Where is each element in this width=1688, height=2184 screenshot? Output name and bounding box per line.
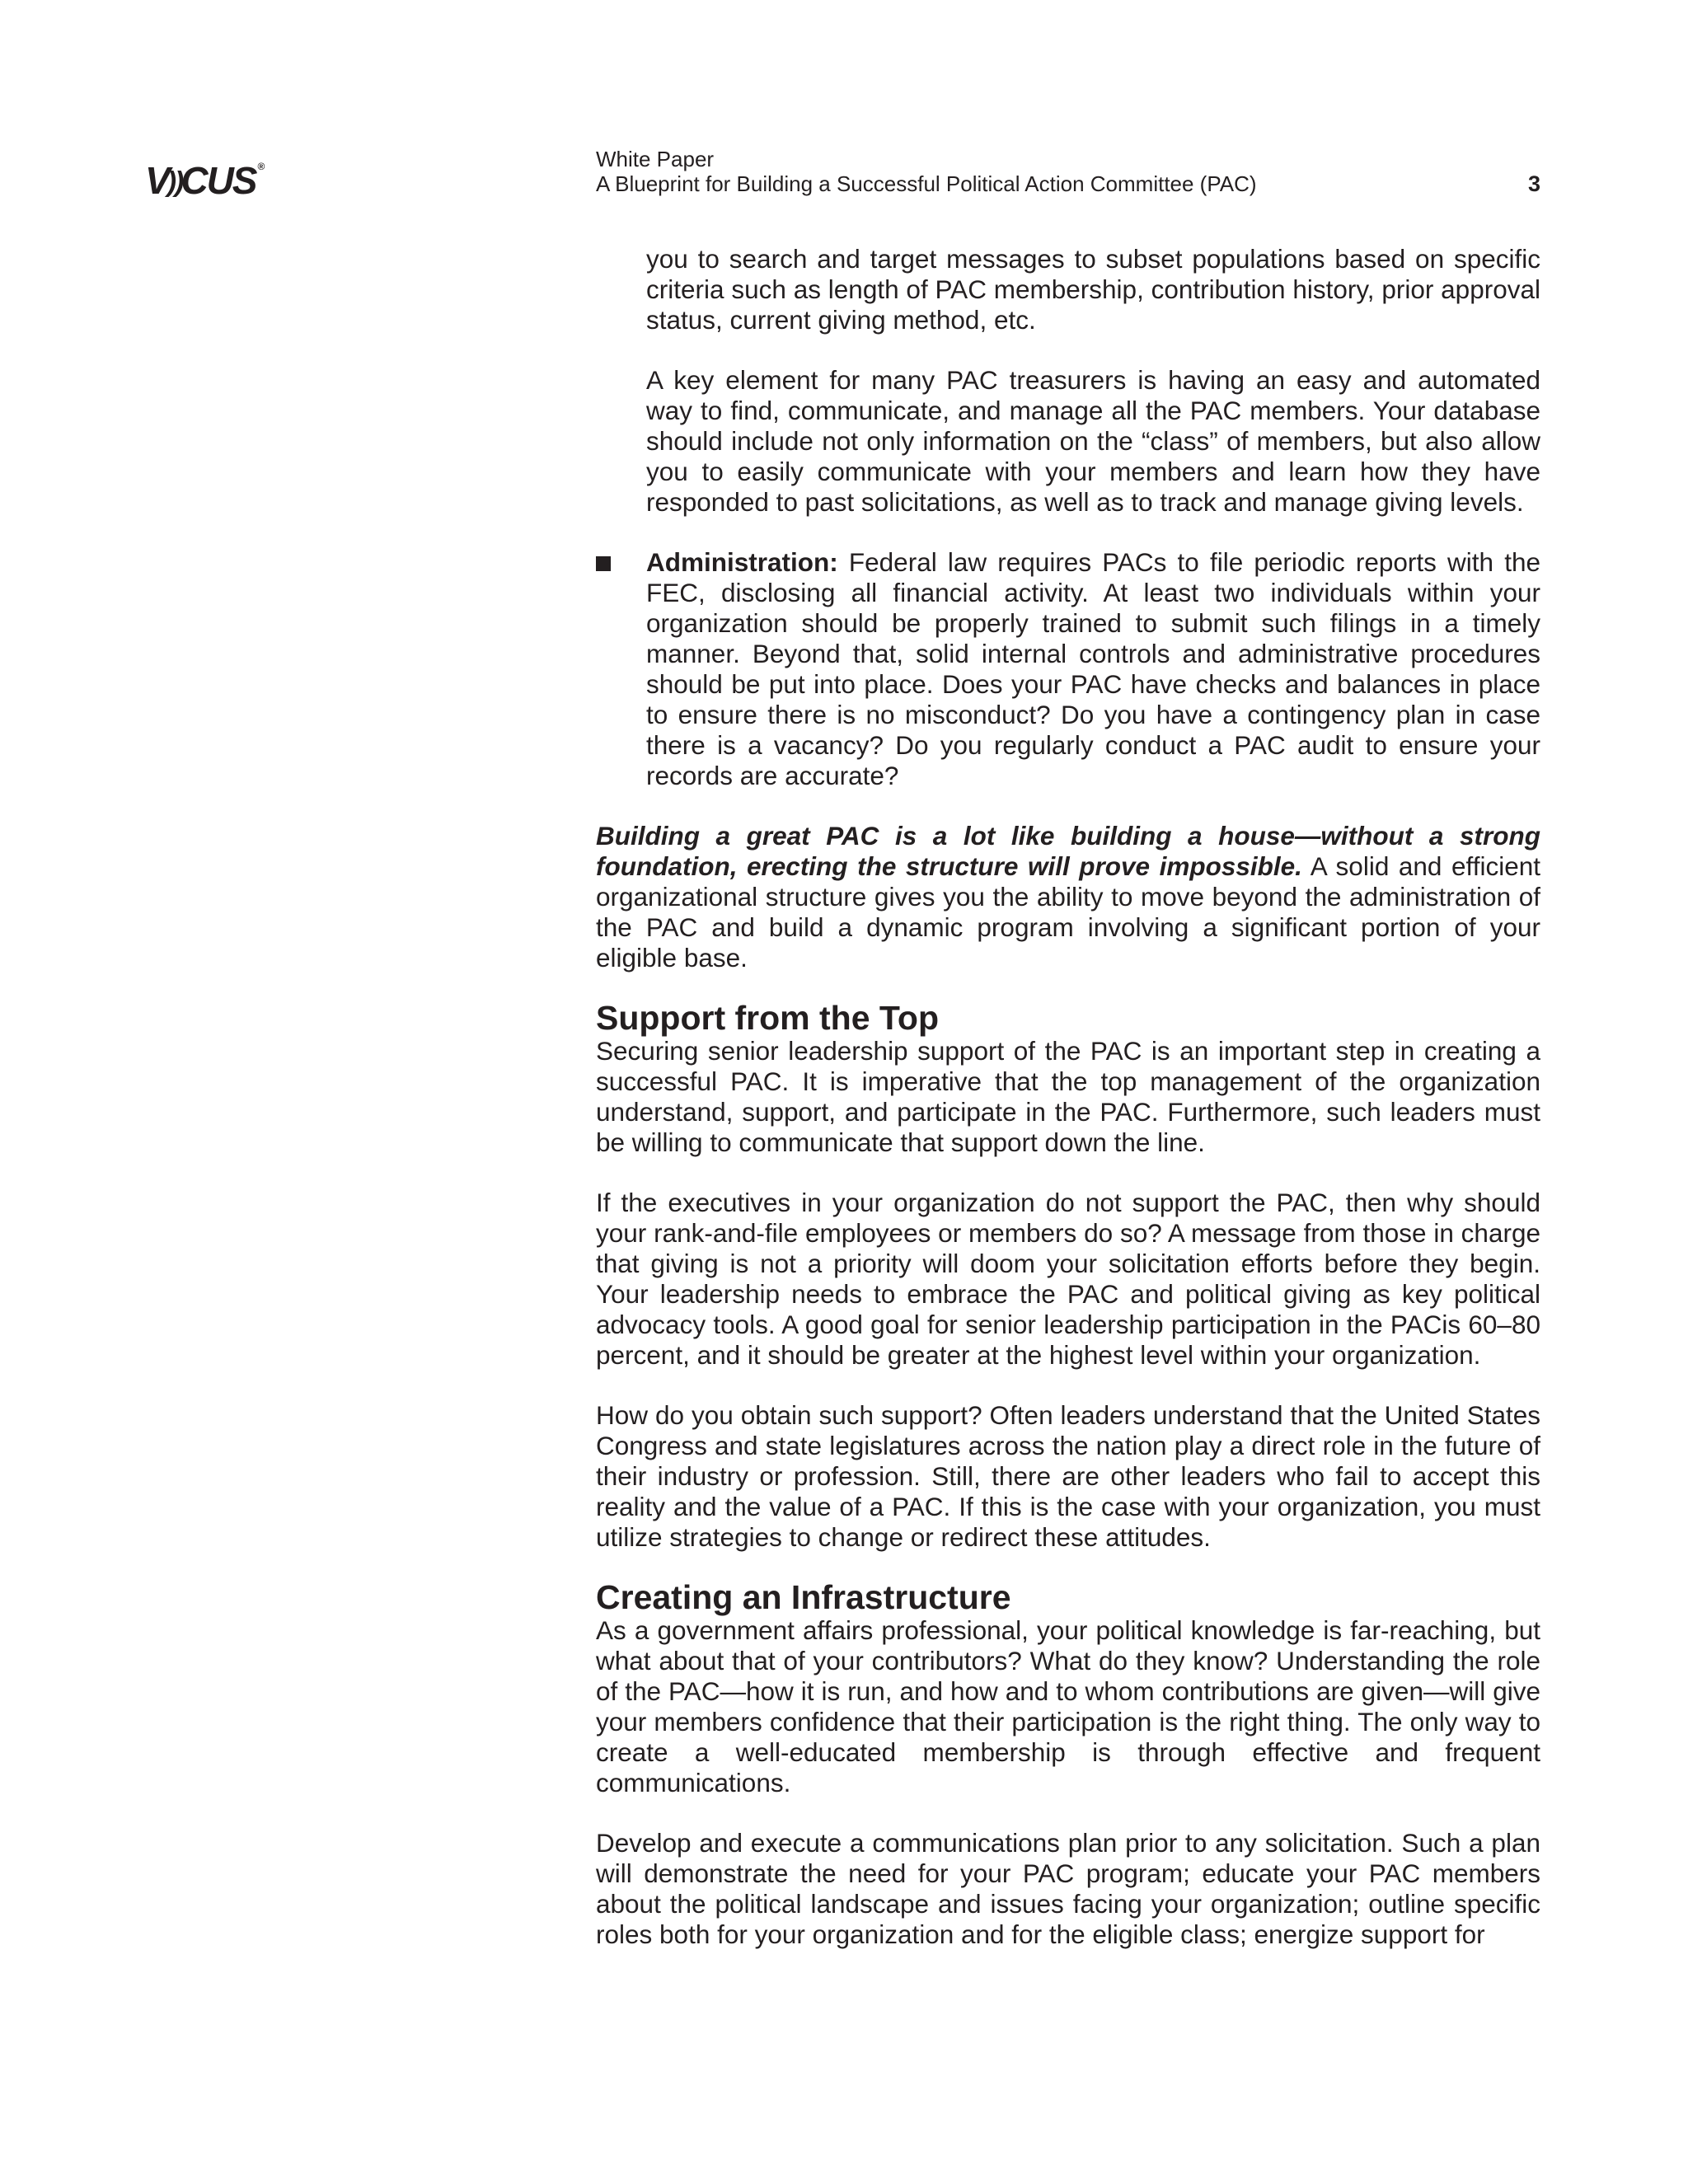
logo-swirl-icon: )) bbox=[166, 166, 183, 198]
paragraph-securing-support: Securing senior leadership support of the PAC is an important step in creating a successful PAC. It is imperative that the top management of the organization understand, support, and participate in the PAC. Furthermore, such leaders must be willing to communicate that support down the line. bbox=[596, 1036, 1540, 1157]
logo-text-left: V bbox=[145, 159, 169, 202]
header-title: A Blueprint for Building a Successful Political Action Committee (PAC) bbox=[596, 171, 1257, 196]
bullet-administration-body: Federal law requires PACs to file periodic reports with the FEC, disclosing all financial activity. At least two individuals within your organization should be properly trained to submit such filings in a timely manner. Beyond that, solid internal controls and administrative procedures should be put into place. Does your PAC have checks and balances in place to ensure there is no misconduct? Do you have a contingency plan in case there is a vacancy? Do you regularly conduct a PAC audit to ensure your records are accurate? bbox=[646, 547, 1540, 790]
page-number: 3 bbox=[1527, 171, 1540, 196]
bullet-administration-label: Administration: bbox=[646, 547, 838, 577]
logo-text-right: CUS bbox=[181, 159, 256, 202]
header-label: White Paper bbox=[596, 147, 715, 171]
square-bullet-icon bbox=[596, 556, 611, 571]
heading-support-from-the-top: Support from the Top bbox=[596, 999, 940, 1037]
page-header bbox=[596, 147, 1540, 196]
main-content bbox=[596, 244, 1540, 1950]
paragraph-building-house bbox=[596, 821, 1540, 973]
paragraph-key-element: A key element for many PAC treasurers is having an easy and automated way to find, communicate, and manage all the PAC members. Your database should include not only information on the “class” of members, but also allow you to easily communicate with your members and learn how they have responded to past solicitations, as well as to track and manage giving levels. bbox=[646, 365, 1540, 517]
paragraph-executives: If the executives in your organization do not support the PAC, then why should your rank-and-file employees or members do so? A message from those in charge that giving is not a priority will doom your solicitation efforts before they begin. Your leadership needs to embrace the PAC and political giving as key political advocacy tools. A good goal for senior leadership participation in the PACis 60–80 percent, and it should be greater at the highest level within your organization. bbox=[596, 1188, 1540, 1370]
paragraph-government-affairs: As a government affairs professional, your political knowledge is far-reaching, but what about that of your contributors? What do they know? Understanding the role of the PAC—how it is run, and how and to whom contributions are given—will give your members confidence that their participation is the right thing. The only way to create a well-educated membership is through effective and frequent communications. bbox=[596, 1615, 1540, 1797]
header-title-row bbox=[596, 171, 1540, 196]
bullet-administration bbox=[596, 547, 1540, 791]
bullet-administration-text bbox=[646, 547, 1540, 791]
paragraph-subset-populations: you to search and target messages to subset populations based on specific criteria such as length of PAC membership, contribution history, prior approval status, current giving method, etc. bbox=[646, 244, 1540, 335]
registered-mark: ® bbox=[257, 161, 264, 172]
vocus-logo bbox=[145, 159, 264, 202]
emphasis-building-house: Building a great PAC is a lot like building a house—without a strong foundation, erecting the structure will prove impossible. bbox=[596, 821, 1540, 881]
paragraph-building-house-body: A solid and efficient organizational structure gives you the ability to move beyond the administration of the PAC and build a dynamic program involving a significant portion of your eligible base. bbox=[596, 851, 1540, 972]
paragraph-obtain-support: How do you obtain such support? Often leaders understand that the United States Congress and state legislatures across the nation play a direct role in the future of their industry or profession. Still, there are other leaders who fail to accept this reality and the value of a PAC. If this is the case with your organization, you must utilize strategies to change or redirect these attitudes. bbox=[596, 1400, 1540, 1552]
heading-creating-infrastructure: Creating an Infrastructure bbox=[596, 1578, 1011, 1616]
paragraph-communications-plan: Develop and execute a communications plan prior to any solicitation. Such a plan will demonstrate the need for your PAC program; educate your PAC members about the political landscape and issues facing your organization; outline specific roles both for your organization and for the eligible class; energize support for bbox=[596, 1828, 1540, 1949]
